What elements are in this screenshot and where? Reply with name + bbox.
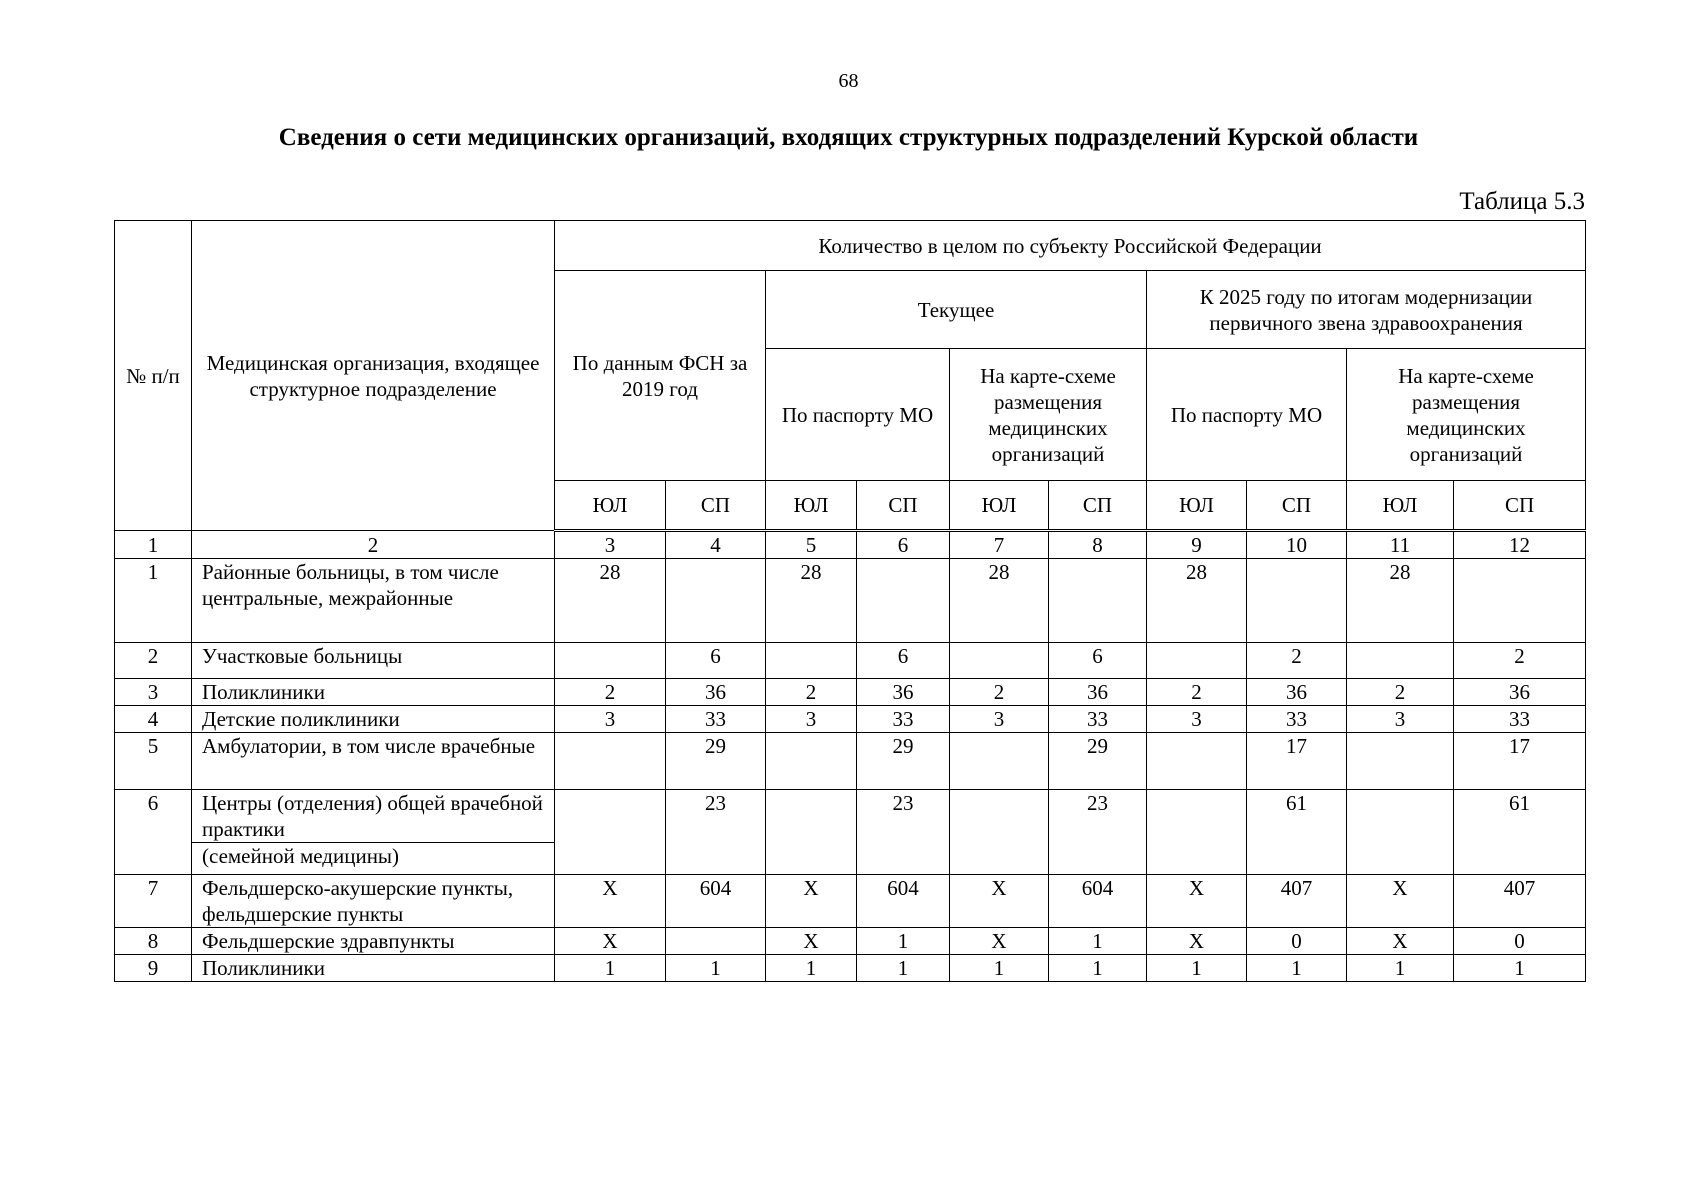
value-cell: 2 bbox=[1147, 679, 1247, 706]
value-cell: 29 bbox=[1049, 733, 1147, 790]
value-cell: 23 bbox=[666, 790, 766, 875]
organization-name: Фельдшерские здравпункты bbox=[192, 928, 555, 955]
organization-name: Районные больницы, в том числе центральные, межрайонные bbox=[192, 559, 555, 643]
header-current: Текущее bbox=[766, 271, 1147, 349]
value-cell: 6 bbox=[857, 643, 950, 679]
value-cell: 604 bbox=[666, 875, 766, 928]
value-cell: 36 bbox=[666, 679, 766, 706]
value-cell: X bbox=[766, 875, 857, 928]
table-row bbox=[115, 955, 1586, 982]
value-cell: 1 bbox=[1049, 955, 1147, 982]
value-cell: 1 bbox=[857, 955, 950, 982]
column-number: 1 bbox=[115, 531, 192, 559]
header-current-passport: По паспорту МО bbox=[766, 349, 950, 481]
value-cell bbox=[950, 643, 1049, 679]
value-cell: 0 bbox=[1247, 928, 1347, 955]
column-number: 7 bbox=[950, 531, 1049, 559]
row-number: 5 bbox=[115, 733, 192, 790]
value-cell: 28 bbox=[766, 559, 857, 643]
value-cell: 3 bbox=[766, 706, 857, 733]
value-cell bbox=[950, 733, 1049, 790]
document-title: Сведения о сети медицинских организаций, входящих структурных подразделений Курской области bbox=[278, 124, 1419, 151]
header-ul: ЮЛ bbox=[766, 481, 857, 531]
row-number: 2 bbox=[115, 643, 192, 679]
value-cell bbox=[950, 790, 1049, 875]
header-2025: К 2025 году по итогам модернизации первичного звена здравоохранения bbox=[1147, 271, 1586, 349]
value-cell: 1 bbox=[1347, 955, 1454, 982]
value-cell: 2 bbox=[950, 679, 1049, 706]
header-ul: ЮЛ bbox=[1147, 481, 1247, 531]
header-2025-passport: По паспорту МО bbox=[1147, 349, 1347, 481]
value-cell: 33 bbox=[1049, 706, 1147, 733]
value-cell bbox=[555, 733, 666, 790]
value-cell: 23 bbox=[1049, 790, 1147, 875]
table-label: Таблица 5.3 bbox=[1459, 188, 1585, 215]
value-cell: 1 bbox=[666, 955, 766, 982]
value-cell: 1 bbox=[857, 928, 950, 955]
column-number: 10 bbox=[1247, 531, 1347, 559]
value-cell bbox=[766, 790, 857, 875]
row-number: 6 bbox=[115, 790, 192, 875]
value-cell: 6 bbox=[1049, 643, 1147, 679]
header-num: № п/п bbox=[115, 221, 192, 531]
value-cell bbox=[1454, 559, 1586, 643]
value-cell: 3 bbox=[1347, 706, 1454, 733]
value-cell: 604 bbox=[857, 875, 950, 928]
value-cell: 407 bbox=[1454, 875, 1586, 928]
value-cell: 33 bbox=[1247, 706, 1347, 733]
page-number: 68 bbox=[838, 70, 859, 92]
value-cell: X bbox=[1147, 875, 1247, 928]
value-cell bbox=[766, 643, 857, 679]
row-number: 4 bbox=[115, 706, 192, 733]
header-sp: СП bbox=[1049, 481, 1147, 531]
table-row bbox=[115, 679, 1586, 706]
row-number: 3 bbox=[115, 679, 192, 706]
value-cell: 1 bbox=[555, 955, 666, 982]
column-number: 11 bbox=[1347, 531, 1454, 559]
value-cell bbox=[1247, 559, 1347, 643]
value-cell: 28 bbox=[1147, 559, 1247, 643]
organization-name: Амбулатории, в том числе врачебные bbox=[192, 733, 555, 790]
row-number: 8 bbox=[115, 928, 192, 955]
value-cell: 28 bbox=[950, 559, 1049, 643]
value-cell: 61 bbox=[1454, 790, 1586, 875]
value-cell: 3 bbox=[950, 706, 1049, 733]
value-cell: 33 bbox=[1454, 706, 1586, 733]
organization-name-text: Центры (отделения) общей врачебной практики bbox=[192, 790, 554, 843]
value-cell: 36 bbox=[1247, 679, 1347, 706]
column-number: 9 bbox=[1147, 531, 1247, 559]
header-sp: СП bbox=[857, 481, 950, 531]
value-cell: 2 bbox=[766, 679, 857, 706]
organization-name: Участковые больницы bbox=[192, 643, 555, 679]
value-cell: 1 bbox=[1049, 928, 1147, 955]
header-organization: Медицинская организация, входящее структурное подразделение bbox=[192, 221, 555, 531]
value-cell: X bbox=[950, 928, 1049, 955]
value-cell bbox=[1147, 790, 1247, 875]
value-cell: 61 bbox=[1247, 790, 1347, 875]
value-cell: 33 bbox=[666, 706, 766, 733]
value-cell: 1 bbox=[950, 955, 1049, 982]
value-cell: X bbox=[766, 928, 857, 955]
table-row bbox=[115, 790, 1586, 875]
header-ul: ЮЛ bbox=[950, 481, 1049, 531]
value-cell bbox=[766, 733, 857, 790]
facilities-table bbox=[114, 220, 1586, 982]
value-cell bbox=[1147, 643, 1247, 679]
value-cell: 3 bbox=[1147, 706, 1247, 733]
value-cell: 0 bbox=[1454, 928, 1586, 955]
value-cell: 29 bbox=[857, 733, 950, 790]
row-number: 7 bbox=[115, 875, 192, 928]
value-cell bbox=[1347, 643, 1454, 679]
value-cell: 28 bbox=[555, 559, 666, 643]
value-cell: 3 bbox=[555, 706, 666, 733]
value-cell bbox=[1147, 733, 1247, 790]
organization-name: Поликлиники bbox=[192, 955, 555, 982]
value-cell: 28 bbox=[1347, 559, 1454, 643]
value-cell: 2 bbox=[1247, 643, 1347, 679]
value-cell: 1 bbox=[766, 955, 857, 982]
value-cell bbox=[857, 559, 950, 643]
header-2025-map: На карте-схеме размещения медицинских организаций bbox=[1347, 349, 1586, 481]
header-current-map: На карте-схеме размещения медицинских организаций bbox=[950, 349, 1147, 481]
value-cell bbox=[1049, 559, 1147, 643]
value-cell: 23 bbox=[857, 790, 950, 875]
value-cell: 1 bbox=[1147, 955, 1247, 982]
organization-name: Поликлиники bbox=[192, 679, 555, 706]
value-cell: 6 bbox=[666, 643, 766, 679]
value-cell: 17 bbox=[1454, 733, 1586, 790]
value-cell bbox=[555, 790, 666, 875]
header-sp: СП bbox=[1454, 481, 1586, 531]
value-cell bbox=[666, 559, 766, 643]
value-cell: X bbox=[1147, 928, 1247, 955]
header-ul: ЮЛ bbox=[555, 481, 666, 531]
value-cell: X bbox=[1347, 928, 1454, 955]
value-cell: X bbox=[555, 928, 666, 955]
table-row bbox=[115, 706, 1586, 733]
value-cell: 1 bbox=[1454, 955, 1586, 982]
column-number: 3 bbox=[555, 531, 666, 559]
value-cell: 36 bbox=[857, 679, 950, 706]
header-sp: СП bbox=[666, 481, 766, 531]
value-cell: 407 bbox=[1247, 875, 1347, 928]
organization-name: Детские поликлиники bbox=[192, 706, 555, 733]
value-cell: 36 bbox=[1049, 679, 1147, 706]
value-cell: 29 bbox=[666, 733, 766, 790]
column-number: 4 bbox=[666, 531, 766, 559]
organization-name-extra: (семейной медицины) bbox=[202, 844, 400, 868]
value-cell: 2 bbox=[555, 679, 666, 706]
value-cell: 36 bbox=[1454, 679, 1586, 706]
table-row bbox=[115, 928, 1586, 955]
value-cell: X bbox=[1347, 875, 1454, 928]
value-cell bbox=[666, 928, 766, 955]
value-cell: 604 bbox=[1049, 875, 1147, 928]
table-row bbox=[115, 643, 1586, 679]
header-fsn-2019: По данным ФСН за 2019 год bbox=[555, 271, 766, 481]
header-total: Количество в целом по субъекту Российской Федерации bbox=[555, 221, 1586, 271]
value-cell: 2 bbox=[1347, 679, 1454, 706]
column-number: 2 bbox=[192, 531, 555, 559]
column-number: 5 bbox=[766, 531, 857, 559]
value-cell bbox=[555, 643, 666, 679]
column-number: 12 bbox=[1454, 531, 1586, 559]
column-number: 6 bbox=[857, 531, 950, 559]
table-row bbox=[115, 733, 1586, 790]
table-row bbox=[115, 559, 1586, 643]
table-row bbox=[115, 875, 1586, 928]
value-cell: 33 bbox=[857, 706, 950, 733]
value-cell: 2 bbox=[1454, 643, 1586, 679]
row-number: 9 bbox=[115, 955, 192, 982]
header-ul: ЮЛ bbox=[1347, 481, 1454, 531]
value-cell: 17 bbox=[1247, 733, 1347, 790]
column-number: 8 bbox=[1049, 531, 1147, 559]
value-cell bbox=[1347, 733, 1454, 790]
header-sp: СП bbox=[1247, 481, 1347, 531]
organization-name bbox=[192, 790, 555, 875]
value-cell bbox=[1347, 790, 1454, 875]
row-number: 1 bbox=[115, 559, 192, 643]
value-cell: 1 bbox=[1247, 955, 1347, 982]
value-cell: X bbox=[555, 875, 666, 928]
value-cell: X bbox=[950, 875, 1049, 928]
organization-name: Фельдшерско-акушерские пункты, фельдшерские пункты bbox=[192, 875, 555, 928]
